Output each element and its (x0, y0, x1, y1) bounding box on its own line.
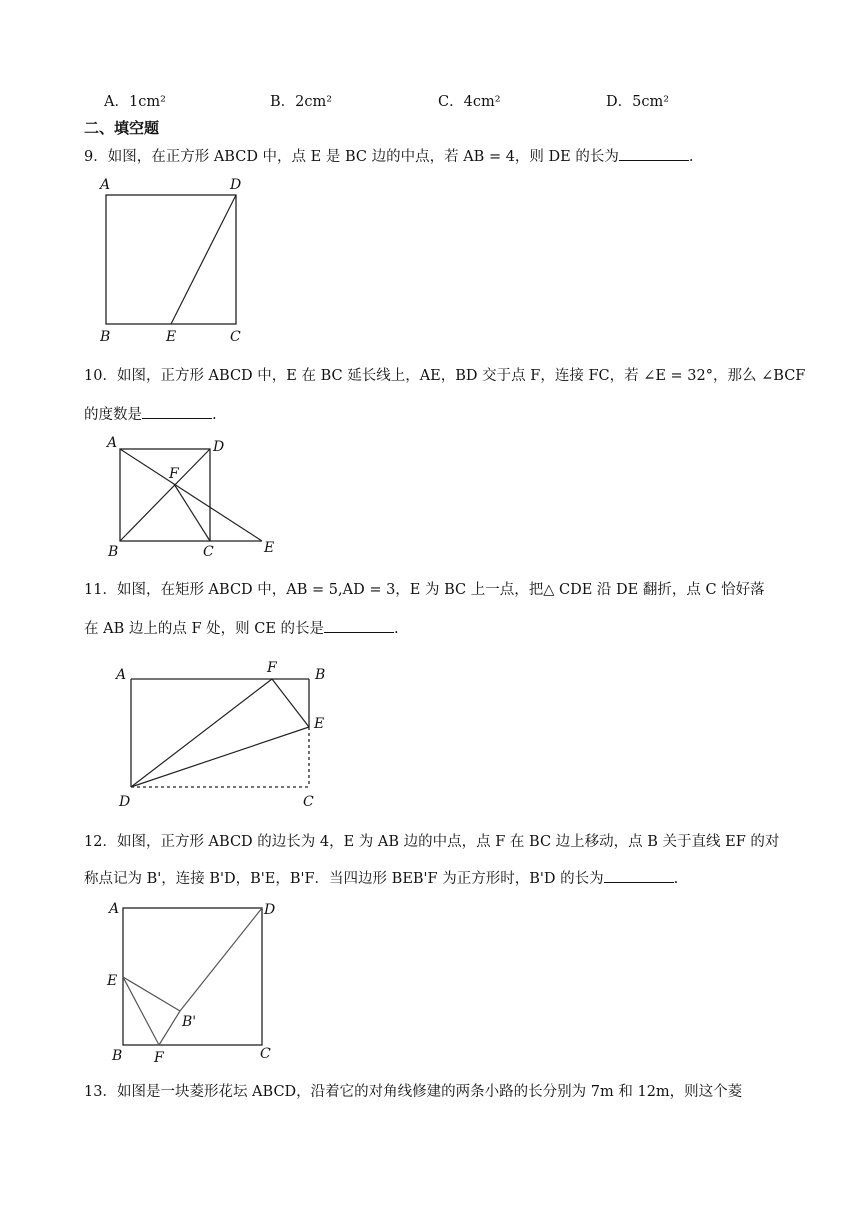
question-12-end: . (673, 871, 679, 887)
question-11-line1: 11．如图，在矩形 ABCD 中，AB = 5,AD = 3，E 为 BC 上一点，把△ CDE 沿 DE 翻折，点 C 恰好落 (84, 582, 765, 598)
q12-label-a: A (109, 901, 120, 917)
question-10-line1: 10．如图，正方形 ABCD 中，E 在 BC 延长线上，AE，BD 交于点 F，连接 FC，若 ∠E = 32°，那么 ∠BCF (84, 368, 806, 384)
question-10-end: . (212, 407, 217, 423)
question-13-line1: 13．如图是一块菱形花坛 ABCD，沿着它的对角线修建的两条小路的长分别为 7m 和 12m，则这个菱 (84, 1084, 743, 1100)
q10-label-d: D (213, 439, 225, 455)
q9-label-e: E (166, 329, 177, 345)
q12-label-b: B (112, 1048, 123, 1064)
q9-label-d: D (230, 177, 242, 193)
q12-label-e: E (107, 973, 118, 989)
q12-label-c: C (260, 1046, 271, 1062)
q11-label-c: C (303, 794, 314, 810)
q11-label-f: F (267, 660, 277, 676)
option-b: B．2cm² (270, 94, 333, 110)
q10-label-b: B (108, 544, 119, 560)
q11-label-a: A (116, 667, 127, 683)
q10-label-e: E (264, 540, 275, 556)
question-12-line1: 12．如图，正方形 ABCD 的边长为 4，E 为 AB 边的中点，点 F 在 BC 边上移动，点 B 关于直线 EF 的对 (84, 834, 780, 850)
q10-label-a: A (107, 435, 118, 451)
q12-label-f: F (154, 1050, 164, 1066)
q12-label-bprime: B' (182, 1014, 197, 1030)
option-a: A．1cm² (104, 94, 166, 110)
q9-label-b: B (100, 329, 111, 345)
q12-segment-fb1 (159, 1011, 180, 1045)
q9-label-a: A (100, 177, 111, 193)
section-title: 二、填空题 (84, 119, 160, 137)
question-11-line2: 在 AB 边上的点 F 处，则 CE 的长是 (84, 621, 325, 637)
question-12-line2: 称点记为 B'，连接 B'D，B'E，B'F．当四边形 BEB'F 为正方形时，B'D 的长为 (84, 871, 604, 887)
q12-segment-b1d (180, 908, 262, 1011)
question-10-line2: 的度数是 (84, 407, 142, 423)
q11-label-e: E (314, 716, 325, 732)
q10-label-f: F (169, 466, 179, 482)
question-9-end: . (688, 149, 694, 165)
q11-label-b: B (315, 667, 326, 683)
option-c: C．4cm² (438, 94, 501, 110)
q12-label-d: D (264, 902, 276, 918)
question-9-text: 9．如图，在正方形 ABCD 中，点 E 是 BC 边的中点，若 AB = 4，则 DE 的长为 (84, 149, 619, 165)
question-11-end: . (394, 621, 399, 637)
option-d: D．5cm² (606, 94, 670, 110)
q11-label-d: D (119, 794, 131, 810)
q9-label-c: C (230, 329, 241, 345)
q10-label-c: C (203, 544, 214, 560)
